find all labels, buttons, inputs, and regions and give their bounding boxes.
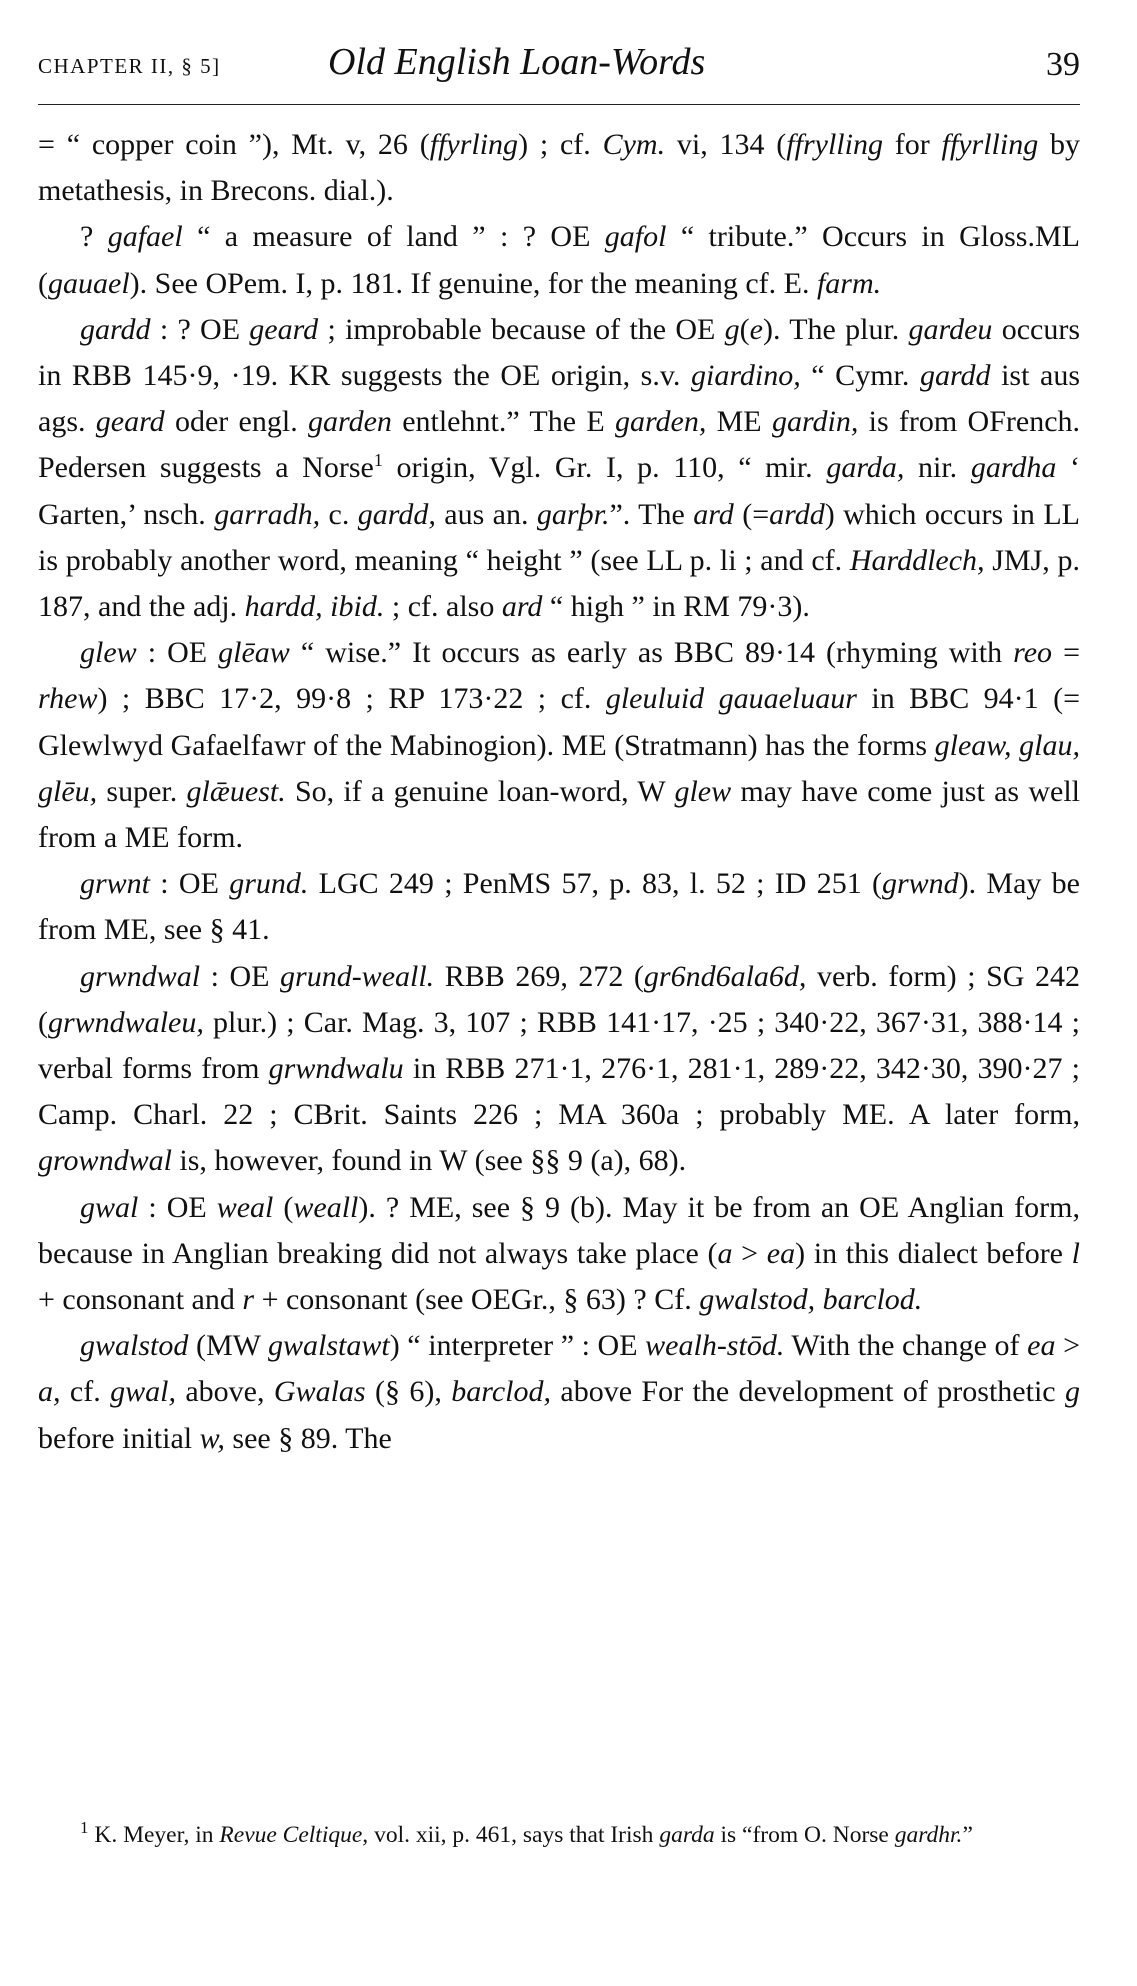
text-run: : OE: [200, 959, 281, 993]
italic-term: w,: [199, 1421, 225, 1455]
paragraph: [38, 1323, 1080, 1462]
italic-term: ea: [766, 1236, 796, 1270]
chapter-reference: CHAPTER II, § 5]: [38, 54, 221, 78]
text-run: before initial: [38, 1421, 200, 1455]
text-run: origin, Vgl. Gr. I, p. 110, “ mir.: [382, 451, 827, 485]
paragraph: [38, 861, 1080, 953]
text-run: verb. form) ; SG 242 (: [38, 959, 1080, 1039]
text-run: “ a measure of land ” : ? OE: [182, 220, 605, 254]
text-run: + consonant (see OEGr., § 63) ? Cf.: [254, 1283, 700, 1317]
italic-term: garradh,: [214, 497, 321, 531]
italic-term: glew: [674, 774, 732, 808]
text-run: ) in this dialect before: [795, 1236, 1072, 1270]
italic-term: gwalstawt: [268, 1329, 390, 1363]
text-run: LGC 249 ; PenMS 57, p. 83, l. 52 ; ID 251 (: [308, 867, 882, 901]
italic-term: e: [749, 312, 763, 346]
italic-term: rhew: [38, 682, 98, 716]
text-run: ?: [80, 220, 108, 254]
italic-term: l: [1071, 1236, 1081, 1270]
italic-term: farm.: [816, 266, 882, 300]
text-run: by metathesis, in Brecons. dial.).: [38, 128, 1081, 208]
italic-term: gardeu: [908, 312, 993, 346]
text-run: aus an.: [435, 497, 537, 531]
text-run: (§ 6),: [365, 1375, 452, 1409]
italic-term: r: [242, 1283, 255, 1317]
italic-term: gwalstod, barclod.: [699, 1283, 923, 1317]
paragraph: [38, 954, 1080, 1185]
italic-term: growndwal: [38, 1144, 172, 1178]
text-run: >: [1055, 1329, 1080, 1363]
italic-term: garda: [659, 1822, 715, 1848]
text-run: + consonant and: [38, 1283, 243, 1317]
text-run: ). May be from ME, see § 41.: [38, 867, 1081, 947]
text-run: above For the development of prosthetic: [551, 1375, 1065, 1409]
italic-term: gardd: [919, 359, 991, 393]
italic-term: g: [1065, 1375, 1080, 1409]
text-run: (: [273, 1190, 294, 1224]
italic-term: Revue Celtique,: [219, 1822, 369, 1848]
italic-term: grwndwal: [80, 959, 201, 993]
paragraph: [38, 307, 1080, 630]
text-run: plur.) ; Car. Mag. 3, 107 ; RBB 141·17, ·25 ; 340·22, 367·31, 388·14 ; verbal forms from: [38, 1005, 1080, 1086]
italic-term: gauael: [48, 266, 130, 300]
page-number: 39: [1046, 46, 1080, 83]
italic-term: a,: [38, 1375, 61, 1409]
text-run: “ Cymr.: [800, 359, 920, 393]
text-run: vi, 134 (: [665, 128, 787, 161]
text-run: ME: [706, 405, 772, 439]
text-run: : OE: [138, 1190, 217, 1224]
text-run: (=: [733, 497, 770, 531]
italic-term: ffyrling: [429, 128, 519, 161]
text-run: is “from O. Norse: [714, 1822, 895, 1848]
text-run: (: [739, 312, 750, 346]
italic-term: gardhr.: [894, 1822, 963, 1848]
text-run: : OE: [150, 867, 230, 901]
italic-term: gwal: [80, 1190, 139, 1224]
running-title: Old English Loan-Words: [328, 41, 706, 83]
text-run: oder engl.: [164, 405, 309, 439]
italic-term: gafol: [604, 220, 667, 254]
italic-term: barclod,: [451, 1375, 551, 1409]
text-run: vol. xii, p. 461, says that Irish: [368, 1822, 660, 1848]
italic-term: gleuluid gauaeluaur: [605, 682, 857, 716]
italic-term: ffrylling: [786, 128, 883, 161]
header-rule: [38, 104, 1080, 105]
text-run: “ wise.” It occurs as early as BBC 89·14 (rhyming with: [289, 636, 1014, 670]
italic-term: garden,: [614, 405, 707, 439]
italic-term: glēaw: [218, 636, 290, 670]
text-run: “ tribute.” Occurs in Gloss.ML (: [38, 220, 1080, 300]
italic-term: gardha: [970, 451, 1057, 485]
italic-term: garþr.: [536, 497, 610, 531]
text-run: super.: [97, 774, 187, 808]
paragraph: [38, 630, 1080, 861]
italic-term: ard: [501, 590, 543, 624]
italic-term: ard: [693, 497, 734, 531]
text-run: : ? OE: [150, 312, 250, 346]
italic-term: glǣuest.: [186, 774, 286, 808]
text-run: ) “ interpreter ” : OE: [389, 1329, 646, 1363]
text-run: entlehnt.” The E: [391, 405, 615, 439]
text-run: ; cf. also: [384, 590, 502, 624]
text-run: (MW: [188, 1329, 268, 1363]
text-run: ). See OPem. I, p. 181. If genuine, for the meaning cf. E.: [129, 266, 817, 300]
italic-term: gardd,: [357, 497, 436, 531]
italic-term: gr6nd6ala6d,: [643, 959, 807, 993]
text-run: in BBC 94·1 (= Glewlwyd Gafaelfawr of the Mabinogion). ME (Stratmann) has the forms: [38, 682, 1080, 762]
footnote: [38, 1818, 1080, 1852]
text-run: : OE: [136, 636, 219, 670]
italic-term: weall: [293, 1190, 359, 1224]
text-run: ) ; BBC 17·2, 99·8 ; RP 173·22 ; cf.: [97, 682, 606, 716]
text-run: for: [882, 128, 942, 161]
paragraph: [38, 214, 1080, 306]
running-header: [38, 40, 1080, 90]
footnote-marker: 1: [80, 1818, 89, 1838]
text-run: in RBB 271·1, 276·1, 281·1, 289·22, 342·30, 390·27 ; Camp. Charl. 22 ; CBrit. Saints 226 ; MA 360a ; probably ME. A later form,: [38, 1052, 1080, 1132]
italic-term: grund.: [229, 867, 309, 901]
italic-term: a: [717, 1236, 733, 1270]
text-run: c.: [320, 497, 358, 531]
text-run: above,: [175, 1375, 274, 1409]
footnote-reference: 1: [373, 450, 383, 471]
italic-term: grund-weall.: [280, 959, 435, 993]
italic-term: g: [724, 312, 740, 346]
text-run: JMJ, p. 187, and the adj.: [38, 543, 1080, 624]
text-run: With the change of: [784, 1329, 1028, 1363]
italic-term: geard: [249, 312, 319, 346]
italic-term: gwalstod: [80, 1329, 189, 1363]
text-run: >: [732, 1236, 767, 1270]
text-run: ist aus ags.: [38, 359, 1081, 439]
italic-term: gleaw, glau, glēu,: [38, 728, 1080, 808]
text-run: ) which occurs in LL is probably another word, meaning “ height ” (see LL p. li ; and cf.: [38, 497, 1080, 577]
italic-term: gardin,: [771, 405, 859, 439]
text-run: cf.: [60, 1375, 111, 1409]
text-run: ). ? ME, see § 9 (b). May it be from an OE Anglian form, because in Anglian breaking did not always take place (: [38, 1190, 1080, 1270]
paragraph: [38, 1185, 1080, 1324]
italic-term: hardd, ibid.: [244, 590, 385, 624]
text-run: K. Meyer, in: [88, 1822, 220, 1848]
text-run: ”. The: [609, 497, 694, 531]
paragraph: [38, 122, 1080, 214]
body-text: [38, 122, 1080, 1462]
text-run: ). The plur.: [762, 312, 909, 346]
text-run: So, if a genuine loan-word, W: [285, 774, 675, 808]
italic-term: Gwalas: [273, 1375, 366, 1409]
italic-term: gwal,: [110, 1375, 176, 1409]
text-run: ) ; cf.: [518, 128, 603, 161]
text-run: is, however, found in W (see §§ 9 (a), 68).: [171, 1144, 687, 1178]
italic-term: glew: [80, 636, 137, 670]
footnotes: [38, 1818, 1080, 1852]
italic-term: ffyrlling: [941, 128, 1039, 161]
text-run: nir.: [904, 451, 971, 485]
text-run: is from OFrench. Pedersen suggests a Norse: [38, 405, 1081, 485]
italic-term: grwnd: [881, 867, 959, 901]
italic-term: garden: [308, 405, 392, 439]
text-run: = “ copper coin ”), Mt. v, 26 (: [38, 128, 430, 161]
text-run: occurs in RBB 145·9, ·19. KR suggests the OE origin, s.v.: [38, 312, 1081, 393]
italic-term: Cym.: [602, 128, 666, 161]
italic-term: wealh-stōd.: [645, 1329, 785, 1363]
italic-term: weal: [216, 1190, 274, 1224]
italic-term: giardino,: [690, 359, 801, 393]
italic-term: geard: [95, 405, 165, 439]
text-run: =: [1052, 636, 1081, 670]
text-run: ‘ Garten,’ nsch.: [38, 451, 1080, 531]
italic-term: ea: [1027, 1329, 1056, 1363]
text-run: ”: [962, 1822, 973, 1848]
text-run: ; improbable because of the OE: [318, 312, 725, 346]
italic-term: ardd: [769, 497, 825, 531]
italic-term: gafael: [107, 220, 183, 254]
italic-term: reo: [1013, 636, 1053, 670]
italic-term: grwndwalu: [268, 1052, 404, 1086]
text-run: may have come just as well from a ME form.: [38, 774, 1081, 855]
text-run: RBB 269, 272 (: [434, 959, 644, 993]
text-run: see § 89. The: [224, 1421, 392, 1455]
italic-term: garda,: [826, 451, 905, 485]
text-run: “ high ” in RM 79·3).: [542, 590, 810, 624]
italic-term: gardd: [80, 312, 151, 346]
italic-term: grwndwaleu,: [48, 1005, 204, 1039]
italic-term: grwnt: [80, 867, 151, 901]
italic-term: Harddlech,: [849, 543, 985, 577]
